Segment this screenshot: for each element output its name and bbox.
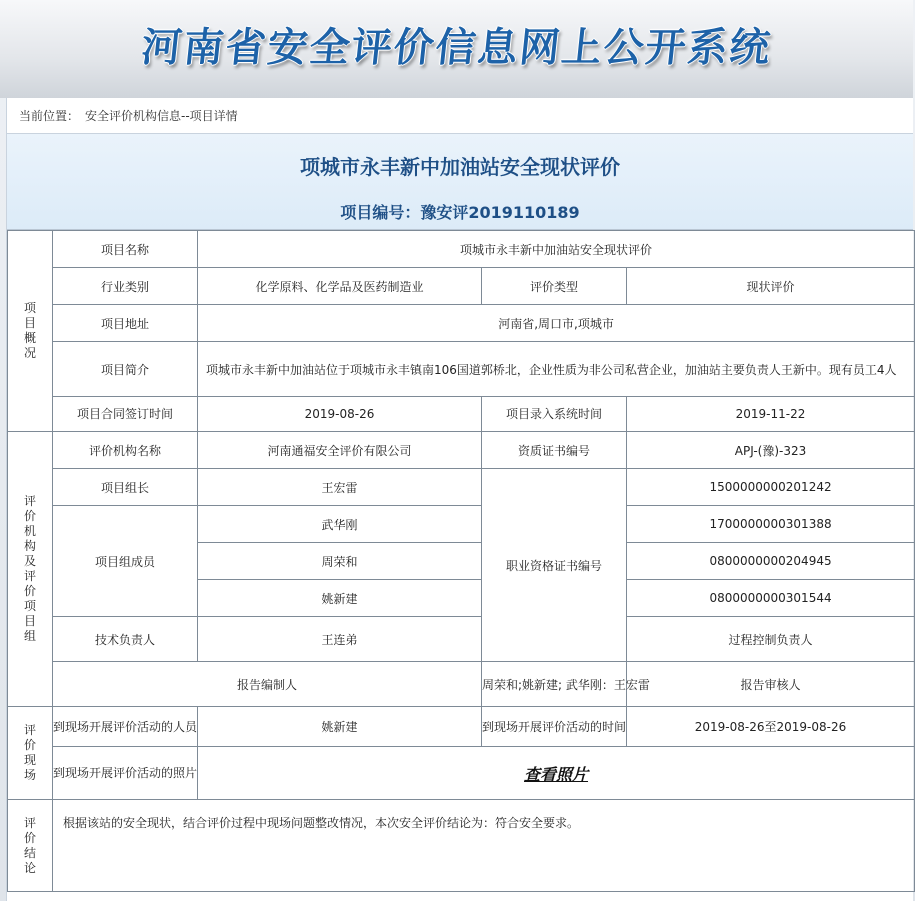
- label-site-time: 到现场开展评价活动的时间: [482, 707, 627, 747]
- project-title: 项城市永丰新中加油站安全现状评价: [300, 155, 620, 179]
- table-row: [8, 342, 915, 397]
- value-member: 武华刚: [198, 506, 482, 543]
- label-tech-lead: 技术负责人: [53, 617, 198, 662]
- value-entry-time: 2019-11-22: [627, 397, 915, 432]
- table-row: [8, 305, 915, 342]
- label-eval-type: 评价类型: [482, 268, 627, 305]
- label-project-name: 项目名称: [53, 231, 198, 268]
- section-overview: 项目概况: [8, 231, 53, 432]
- site-title: 河南省安全评价信息网上公开系统: [138, 24, 774, 71]
- label-agency-name: 评价机构名称: [53, 432, 198, 469]
- table-row: [8, 397, 915, 432]
- content-frame: [6, 98, 913, 901]
- breadcrumb-label: 当前位置：: [19, 109, 80, 123]
- label-address: 项目地址: [53, 305, 198, 342]
- label-leader: 项目组长: [53, 469, 198, 506]
- project-header: [7, 134, 913, 230]
- table-row: [8, 469, 915, 506]
- breadcrumb: [7, 98, 913, 134]
- value-leader: 王宏雷: [198, 469, 482, 506]
- value-member-cert: 1700000000301388: [627, 506, 915, 543]
- value-site-time: 2019-08-26至2019-08-26: [627, 707, 915, 747]
- value-agency-name: 河南通福安全评价有限公司: [198, 432, 482, 469]
- table-row: [8, 707, 915, 747]
- value-report-writer: 周荣和;姚新建; 武华刚：王宏雷: [482, 662, 627, 707]
- value-intro: 项城市永丰新中加油站位于项城市永丰镇南106国道郭桥北，企业性质为非公司私营企业，加油站主要负责人王新中。现有员工4人: [198, 342, 915, 397]
- table-row: [8, 747, 915, 800]
- label-process-lead: 过程控制负责人: [627, 617, 915, 662]
- value-cert-no: APJ-(豫)-323: [627, 432, 915, 469]
- value-member: 周荣和: [198, 543, 482, 580]
- value-member-cert: 0800000000301544: [627, 580, 915, 617]
- breadcrumb-path: 安全评价机构信息--项目详情: [85, 109, 238, 123]
- site-banner: [0, 0, 913, 98]
- label-contract-time: 项目合同签订时间: [53, 397, 198, 432]
- label-members: 项目组成员: [53, 506, 198, 617]
- view-photos-link[interactable]: 查看照片: [524, 764, 589, 784]
- table-row: [8, 231, 915, 268]
- section-agency: 评价机构及评价项目组: [8, 432, 53, 707]
- value-site-people: 姚新建: [198, 707, 482, 747]
- table-row: [8, 617, 915, 662]
- label-intro: 项目简介: [53, 342, 198, 397]
- label-site-photo: 到现场开展评价活动的照片: [53, 747, 198, 800]
- value-member: 姚新建: [198, 580, 482, 617]
- value-project-name: 项城市永丰新中加油站安全现状评价: [198, 231, 915, 268]
- section-site: 评价现场: [8, 707, 53, 800]
- value-leader-cert: 1500000000201242: [627, 469, 915, 506]
- label-report-writer: 报告编制人: [53, 662, 482, 707]
- project-code: 项目编号：豫安评2019110189: [340, 203, 580, 222]
- label-site-people: 到现场开展评价活动的人员: [53, 707, 198, 747]
- project-detail-table: [7, 230, 915, 892]
- photo-cell: [198, 747, 915, 800]
- label-report-reviewer: 报告审核人: [627, 662, 915, 707]
- table-row: [8, 432, 915, 469]
- label-entry-time: 项目录入系统时间: [482, 397, 627, 432]
- table-row: [8, 662, 915, 707]
- value-address: 河南省,周口市,项城市: [198, 305, 915, 342]
- label-cert-no: 资质证书编号: [482, 432, 627, 469]
- section-conclusion: 评价结论: [8, 800, 53, 892]
- value-member-cert: 0800000000204945: [627, 543, 915, 580]
- label-industry: 行业类别: [53, 268, 198, 305]
- value-conclusion: 根据该站的安全现状，结合评价过程中现场问题整改情况，本次安全评价结论为：符合安全要求。: [53, 800, 915, 892]
- label-qual-cert: 职业资格证书编号: [482, 469, 627, 662]
- table-row: [8, 506, 915, 543]
- value-tech-lead: 王连弟: [198, 617, 482, 662]
- value-industry: 化学原料、化学品及医药制造业: [198, 268, 482, 305]
- table-row: [8, 268, 915, 305]
- value-eval-type: 现状评价: [627, 268, 915, 305]
- table-row: [8, 800, 915, 892]
- value-contract-time: 2019-08-26: [198, 397, 482, 432]
